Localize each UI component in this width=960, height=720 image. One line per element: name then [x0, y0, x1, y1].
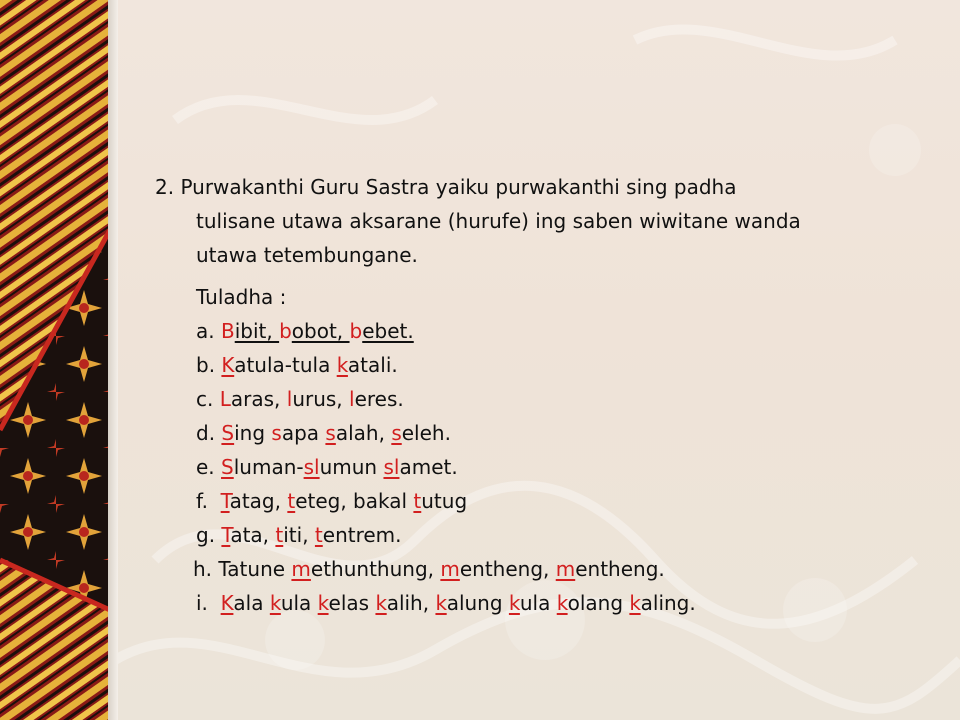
highlighted-letter: K	[220, 591, 234, 615]
example-text: atula-tula	[234, 353, 337, 377]
example-text: alih,	[386, 591, 436, 615]
example-item	[196, 382, 404, 416]
example-text: ibit,	[234, 319, 280, 343]
example-item	[196, 484, 467, 518]
highlighted-letter: k	[629, 591, 641, 615]
highlighted-letter: t	[314, 523, 323, 547]
example-text: aras,	[230, 387, 287, 411]
example-text: olang	[567, 591, 630, 615]
example-text: atali.	[347, 353, 398, 377]
example-item	[196, 450, 458, 484]
example-item	[196, 314, 414, 348]
highlighted-letter: m	[555, 557, 576, 581]
highlighted-letter: k	[317, 591, 329, 615]
example-text: urus,	[292, 387, 350, 411]
highlighted-letter: sl	[383, 455, 400, 479]
highlighted-letter: k	[336, 353, 348, 377]
example-prefix: h. Tatune	[193, 557, 292, 581]
example-text: iti,	[283, 523, 315, 547]
example-text: ata,	[230, 523, 276, 547]
example-item	[196, 348, 398, 382]
example-item	[196, 518, 402, 552]
example-text: ula	[280, 591, 318, 615]
heading-line-1: 2. Purwakanthi Guru Sastra yaiku purwakanthi sing padha	[155, 175, 737, 199]
highlighted-letter: s	[271, 421, 282, 445]
example-text: ing	[234, 421, 272, 445]
example-text: entheng,	[459, 557, 556, 581]
example-text: ula	[519, 591, 557, 615]
highlighted-letter: m	[291, 557, 311, 581]
example-text: eteg, bakal	[295, 489, 414, 513]
highlighted-letter: S	[221, 421, 235, 445]
example-item	[196, 586, 696, 620]
highlighted-letter: l	[349, 387, 355, 411]
example-text: umun	[319, 455, 384, 479]
example-text: luman-	[233, 455, 304, 479]
example-prefix: d.	[196, 421, 222, 445]
example-prefix: e.	[196, 455, 222, 479]
highlighted-letter: b	[279, 319, 292, 343]
highlighted-letter: s	[325, 421, 336, 445]
example-text: entrem.	[322, 523, 402, 547]
highlighted-letter: K	[221, 353, 235, 377]
example-prefix: g.	[196, 523, 222, 547]
example-text: ala	[233, 591, 270, 615]
example-text: ethunthung,	[310, 557, 441, 581]
highlighted-letter: L	[219, 387, 231, 411]
highlighted-letter: m	[440, 557, 460, 581]
highlighted-letter: t	[287, 489, 296, 513]
heading-line-2: tulisane utawa aksarane (hurufe) ing saben wiwitane wanda	[196, 209, 801, 233]
example-text: eleh.	[401, 421, 451, 445]
highlighted-letter: k	[375, 591, 387, 615]
highlighted-letter: sl	[303, 455, 320, 479]
example-text: obot,	[291, 319, 350, 343]
example-text: utug	[421, 489, 468, 513]
example-text: amet.	[399, 455, 458, 479]
highlighted-letter: S	[221, 455, 234, 479]
example-text: atag,	[229, 489, 288, 513]
highlighted-letter: t	[275, 523, 284, 547]
example-text: eres.	[354, 387, 404, 411]
example-item	[193, 552, 665, 586]
highlighted-letter: t	[413, 489, 422, 513]
example-text: ebet.	[362, 319, 414, 343]
example-prefix: f.	[196, 489, 221, 513]
example-prefix: c.	[196, 387, 220, 411]
highlighted-letter: T	[220, 489, 230, 513]
example-text: apa	[281, 421, 326, 445]
heading-line-3: utawa tetembungane.	[196, 243, 418, 267]
example-text: alah,	[335, 421, 392, 445]
highlighted-letter: T	[221, 523, 231, 547]
example-text: aling.	[640, 591, 696, 615]
highlighted-letter: l	[286, 387, 293, 411]
highlighted-letter: b	[349, 319, 363, 343]
example-text: elas	[328, 591, 376, 615]
highlighted-letter: B	[220, 319, 235, 343]
batik-border	[0, 0, 118, 720]
highlighted-letter: k	[435, 591, 447, 615]
highlighted-letter: s	[391, 421, 402, 445]
border-edge	[108, 0, 118, 720]
example-text: alung	[446, 591, 509, 615]
highlighted-letter: k	[556, 591, 568, 615]
highlighted-letter: k	[508, 591, 520, 615]
example-prefix: i.	[196, 591, 221, 615]
example-item	[196, 416, 451, 450]
example-prefix: b.	[196, 353, 222, 377]
example-prefix: a.	[196, 319, 221, 343]
examples-label: Tuladha :	[196, 285, 287, 309]
example-text: entheng.	[575, 557, 665, 581]
highlighted-letter: k	[269, 591, 281, 615]
